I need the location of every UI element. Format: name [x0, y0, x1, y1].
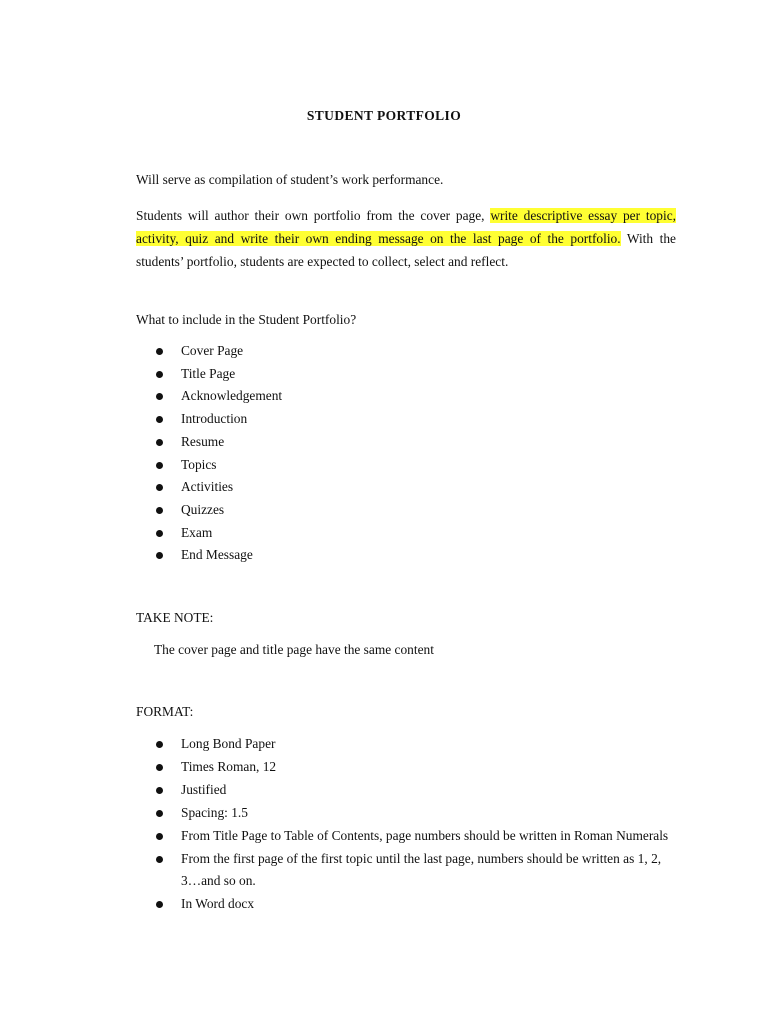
include-list: [156, 340, 676, 567]
list-item: Spacing: 1.5: [156, 802, 676, 825]
paragraph-part-1: Students will author their own portfolio from the cover page,: [136, 208, 491, 223]
description-paragraph: [136, 204, 676, 273]
bullet-icon: [156, 530, 163, 537]
list-item: Exam: [156, 522, 676, 545]
bullet-icon: [156, 810, 163, 817]
list-item: Times Roman, 12: [156, 756, 676, 779]
list-item: Cover Page: [156, 340, 676, 363]
list-item: Quizzes: [156, 499, 676, 522]
list-item: In Word docx: [156, 893, 676, 916]
list-item: Justified: [156, 779, 676, 802]
bullet-icon: [156, 787, 163, 794]
list-item: Topics: [156, 454, 676, 477]
list-item: End Message: [156, 544, 676, 567]
bullet-icon: [156, 439, 163, 446]
include-question: What to include in the Student Portfolio?: [136, 312, 357, 327]
bullet-icon: [156, 764, 163, 771]
bullet-icon: [156, 901, 163, 908]
bullet-icon: [156, 741, 163, 748]
page-title: STUDENT PORTFOLIO: [306, 108, 462, 123]
list-item: From Title Page to Table of Contents, page numbers should be written in Roman Numerals: [156, 825, 676, 848]
bullet-icon: [156, 371, 163, 378]
paragraph-part-2: With the students’ portfolio, students are expected to collect, select and reflect.: [136, 231, 676, 269]
bullet-icon: [156, 856, 163, 863]
bullet-icon: [156, 552, 163, 559]
list-item: Title Page: [156, 363, 676, 386]
list-item: Resume: [156, 431, 676, 454]
bullet-icon: [156, 348, 163, 355]
list-item: From the first page of the first topic until the last page, numbers should be written as 1, 2, 3…and so on.: [156, 848, 676, 894]
format-heading: FORMAT:: [136, 704, 194, 719]
intro-text: Will serve as compilation of student’s work performance.: [136, 172, 444, 187]
bullet-icon: [156, 507, 163, 514]
format-list: [156, 733, 676, 916]
take-note-heading: TAKE NOTE:: [136, 610, 214, 625]
list-item: Long Bond Paper: [156, 733, 676, 756]
bullet-icon: [156, 393, 163, 400]
bullet-icon: [156, 484, 163, 491]
take-note-text: The cover page and title page have the same content: [154, 642, 434, 657]
bullet-icon: [156, 416, 163, 423]
bullet-icon: [156, 833, 163, 840]
highlighted-text: write descriptive essay per topic, activity, quiz and write their own ending message on the last page of the portfolio.: [136, 208, 676, 246]
bullet-icon: [156, 462, 163, 469]
list-item: Activities: [156, 476, 676, 499]
list-item: Acknowledgement: [156, 385, 676, 408]
list-item: Introduction: [156, 408, 676, 431]
